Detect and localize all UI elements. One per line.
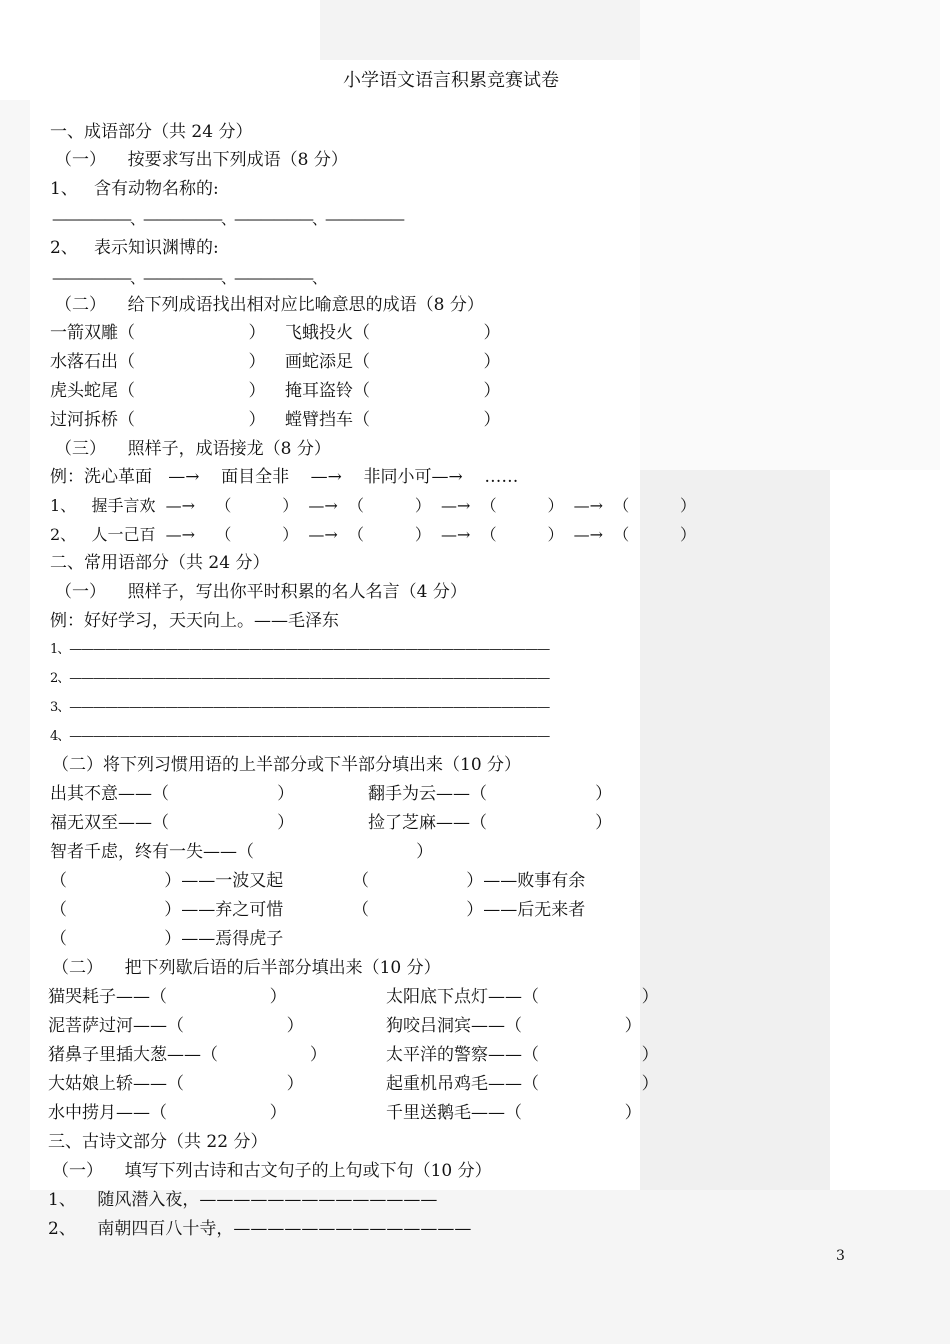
chain-row-2: 2、 人一己百 —→ （ ） —→ （ ） —→ （ ） —→ （ ） [50, 525, 697, 544]
section-2c-heading: （二） 把下列歇后语的后半部分填出来（10 分） [52, 958, 441, 978]
idiom-row-2-right: 画蛇添足（ ） [285, 352, 501, 372]
scan-shadow-right-lower [640, 470, 830, 1190]
poem-line-2: 2、 南朝四百八十寺，—————————————— [48, 1219, 472, 1239]
section-2b-heading: （二）将下列习惯用语的上半部分或下半部分填出来（10 分） [52, 755, 522, 775]
scan-shadow-top [320, 0, 650, 60]
question-1-blanks: ——————、——————、——————、—————— [52, 210, 404, 228]
phrase-row-2-left: 福无双至——（ ） [50, 813, 295, 833]
page-title: 小学语文语言积累竞赛试卷 [343, 70, 559, 91]
question-1: 1、 含有动物名称的: [50, 179, 219, 199]
xiehouyu-row-2-right: 狗咬吕洞宾——（ ） [386, 1016, 642, 1036]
phrase-row-5-left: （ ）——弃之可惜 [50, 900, 284, 920]
xiehouyu-row-5-right: 千里送鹅毛——（ ） [386, 1103, 642, 1123]
question-2: 2、 表示知识渊博的: [50, 238, 219, 258]
phrase-row-3: 智者千虑，终有一失——（ ） [50, 842, 434, 862]
xiehouyu-row-4-right: 起重机吊鸡毛——（ ） [386, 1074, 659, 1094]
section-2-heading: 二、常用语部分（共 24 分） [50, 553, 270, 573]
phrase-row-6: （ ）——焉得虎子 [50, 929, 284, 949]
page-number: 3 [836, 1248, 845, 1264]
scan-shadow-right [640, 0, 940, 470]
quote-example: 例：好好学习，天天向上。——毛泽东 [50, 611, 339, 631]
section-1b-heading: （二） 给下列成语找出相对应比喻意思的成语（8 分） [55, 295, 484, 315]
idiom-row-2-left: 水落石出（ ） [50, 352, 266, 372]
section-1a-heading: （一） 按要求写出下列成语（8 分） [55, 150, 348, 170]
idiom-row-1-left: 一箭双雕（ ） [50, 323, 266, 343]
xiehouyu-row-3-left: 猪鼻子里插大葱——（ ） [48, 1045, 327, 1065]
quote-line-3: 3、———————————————————————————————————————— [50, 700, 550, 715]
idiom-row-1-right: 飞蛾投火（ ） [285, 323, 501, 343]
phrase-row-2-right: 捡了芝麻——（ ） [368, 813, 613, 833]
idiom-row-4-left: 过河拆桥（ ） [50, 410, 266, 430]
phrase-row-1-left: 出其不意——（ ） [50, 784, 295, 804]
idiom-row-3-right: 掩耳盗铃（ ） [285, 381, 501, 401]
section-1-heading: 一、成语部分（共 24 分） [50, 122, 253, 142]
idiom-row-3-left: 虎头蛇尾（ ） [50, 381, 266, 401]
poem-line-1: 1、 随风潜入夜，—————————————— [48, 1190, 438, 1210]
idiom-row-4-right: 螳臂挡车（ ） [285, 410, 501, 430]
section-3-heading: 三、古诗文部分（共 22 分） [48, 1132, 268, 1152]
xiehouyu-row-2-left: 泥菩萨过河——（ ） [48, 1016, 304, 1036]
section-3a-heading: （一） 填写下列古诗和古文句子的上句或下句（10 分） [52, 1161, 492, 1181]
quote-line-2: 2、———————————————————————————————————————— [50, 671, 550, 686]
phrase-row-5-right: （ ）——后无来者 [352, 900, 586, 920]
xiehouyu-row-4-left: 大姑娘上轿——（ ） [48, 1074, 304, 1094]
chain-row-1: 1、 握手言欢 —→ （ ） —→ （ ） —→ （ ） —→ （ ） [50, 496, 697, 515]
chain-example: 例：洗心革面 —→ 面目全非 —→ 非同小可—→ …… [50, 467, 519, 487]
quote-line-1: 1、———————————————————————————————————————— [50, 642, 550, 657]
scan-shadow-bottom [0, 1190, 950, 1344]
phrase-row-4-right: （ ）——败事有余 [352, 871, 586, 891]
section-2a-heading: （一） 照样子，写出你平时积累的名人名言（4 分） [55, 582, 467, 602]
question-2-blanks: ——————、——————、——————、 [52, 269, 326, 287]
xiehouyu-row-1-right: 太阳底下点灯——（ ） [386, 987, 659, 1007]
phrase-row-4-left: （ ）——一波又起 [50, 871, 284, 891]
scan-shadow-left [0, 100, 30, 1200]
quote-line-4: 4、———————————————————————————————————————— [50, 729, 550, 744]
section-1c-heading: （三） 照样子，成语接龙（8 分） [55, 439, 331, 459]
xiehouyu-row-1-left: 猫哭耗子——（ ） [48, 987, 287, 1007]
xiehouyu-row-5-left: 水中捞月——（ ） [48, 1103, 287, 1123]
xiehouyu-row-3-right: 太平洋的警察——（ ） [386, 1045, 659, 1065]
phrase-row-1-right: 翻手为云——（ ） [368, 784, 613, 804]
